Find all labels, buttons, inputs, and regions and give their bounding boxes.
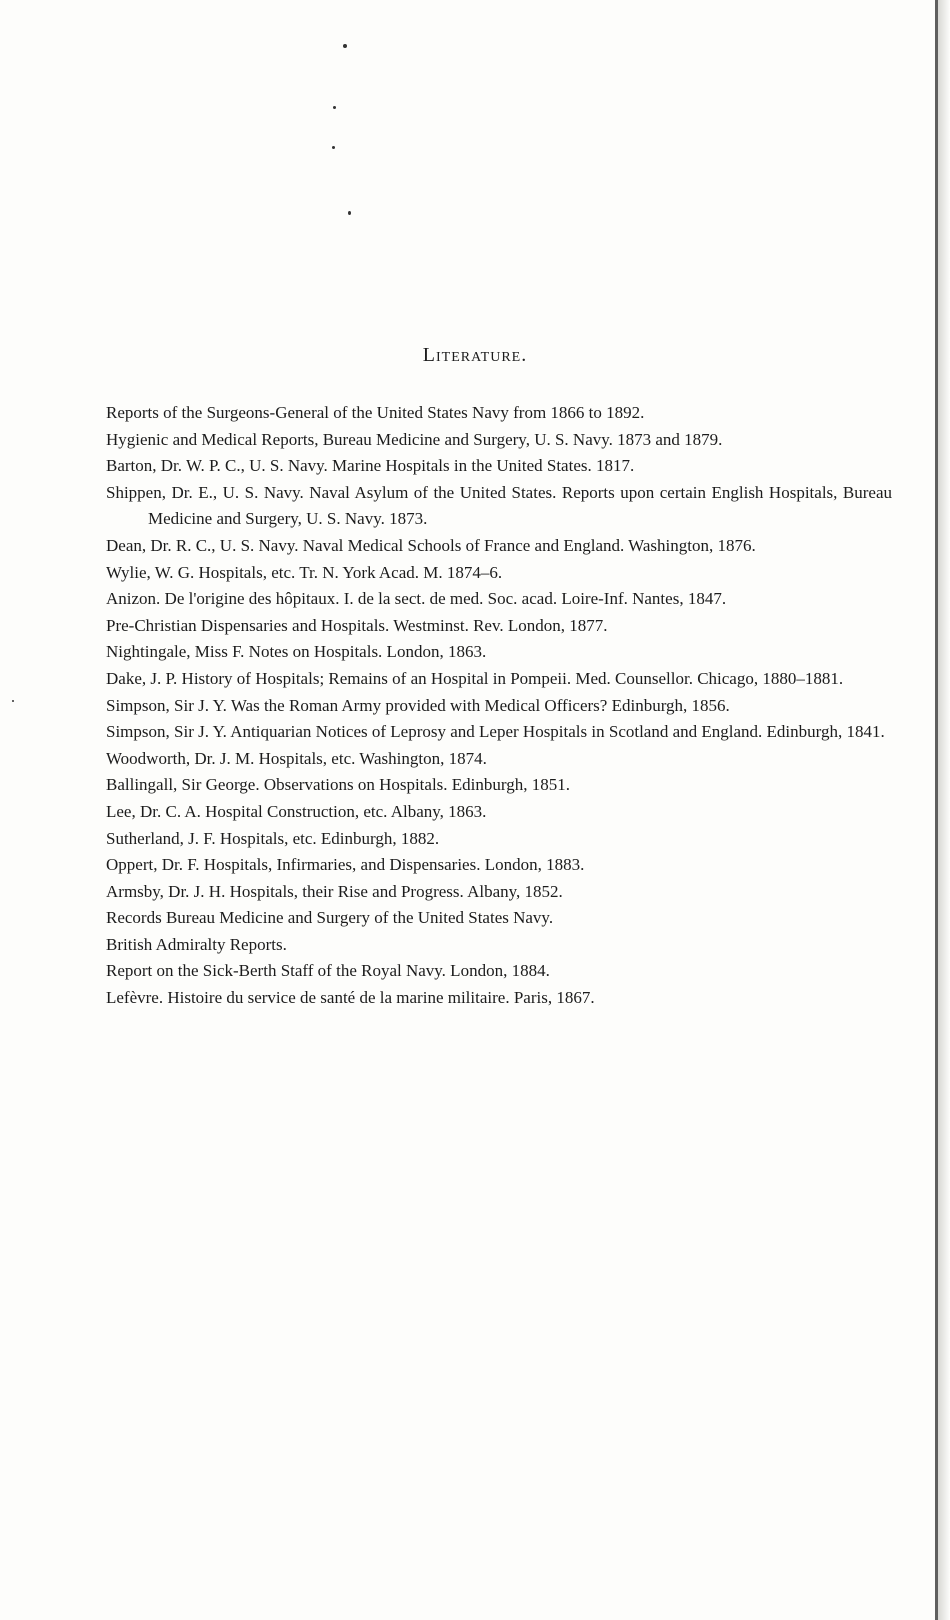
reference-entry: British Admiralty Reports. bbox=[106, 934, 287, 954]
reference-entry: Ballingall, Sir George. Observations on Hospitals. Edinburgh, 1851. bbox=[106, 775, 570, 795]
reference-entry: Simpson, Sir J. Y. Antiquarian Notices of Leprosy and Leper Hospitals in Scotland and England. Edinburgh, 1841. bbox=[106, 722, 885, 742]
reference-list bbox=[106, 400, 892, 1012]
reference-entry: Armsby, Dr. J. H. Hospitals, their Rise and Progress. Albany, 1852. bbox=[106, 881, 563, 901]
reference-entry: Shippen, Dr. E., U. S. Navy. Naval Asylum of the United States. Reports upon certain English Hospitals, Bureau Medicine and Surgery, U. S. Navy. 1873. bbox=[106, 482, 892, 529]
reference-entry: Oppert, Dr. F. Hospitals, Infirmaries, and Dispensaries. London, 1883. bbox=[106, 855, 585, 875]
reference-entry: Lefèvre. Histoire du service de santé de la marine militaire. Paris, 1867. bbox=[106, 988, 595, 1008]
reference-entry: Nightingale, Miss F. Notes on Hospitals. London, 1863. bbox=[106, 642, 487, 662]
reference-entry: Pre-Christian Dispensaries and Hospitals. Westminst. Rev. London, 1877. bbox=[106, 615, 608, 635]
reference-entry: Woodworth, Dr. J. M. Hospitals, etc. Washington, 1874. bbox=[106, 748, 487, 768]
reference-entry: Report on the Sick-Berth Staff of the Royal Navy. London, 1884. bbox=[106, 961, 550, 981]
reference-entry: Hygienic and Medical Reports, Bureau Medicine and Surgery, U. S. Navy. 1873 and 1879. bbox=[106, 429, 723, 449]
reference-entry: Dake, J. P. History of Hospitals; Remains of an Hospital in Pompeii. Med. Counsellor. Chicago, 1880–1881. bbox=[106, 668, 844, 688]
section-title: Literature. bbox=[422, 344, 528, 366]
reference-entry: Dean, Dr. R. C., U. S. Navy. Naval Medical Schools of France and England. Washington, 1876. bbox=[106, 535, 756, 555]
reference-entry: Anizon. De l'origine des hôpitaux. I. de la sect. de med. Soc. acad. Loire-Inf. Nantes, 1847. bbox=[106, 589, 727, 609]
page-edge-gutter bbox=[938, 0, 950, 1620]
scan-speck bbox=[333, 106, 336, 109]
reference-entry: Sutherland, J. F. Hospitals, etc. Edinburgh, 1882. bbox=[106, 828, 440, 848]
scan-speck bbox=[332, 146, 335, 149]
scan-speck bbox=[348, 211, 351, 215]
reference-entry: Reports of the Surgeons-General of the United States Navy from 1866 to 1892. bbox=[106, 403, 645, 422]
reference-entry: Barton, Dr. W. P. C., U. S. Navy. Marine Hospitals in the United States. 1817. bbox=[106, 456, 635, 476]
scan-speck bbox=[343, 44, 347, 48]
reference-entry: Wylie, W. G. Hospitals, etc. Tr. N. York Acad. M. 1874–6. bbox=[106, 562, 503, 582]
reference-entry: Simpson, Sir J. Y. Was the Roman Army provided with Medical Officers? Edinburgh, 1856. bbox=[106, 695, 730, 715]
reference-entry: Records Bureau Medicine and Surgery of the United States Navy. bbox=[106, 908, 554, 928]
scan-speck bbox=[12, 700, 14, 702]
reference-entry: Lee, Dr. C. A. Hospital Construction, etc. Albany, 1863. bbox=[106, 801, 487, 821]
